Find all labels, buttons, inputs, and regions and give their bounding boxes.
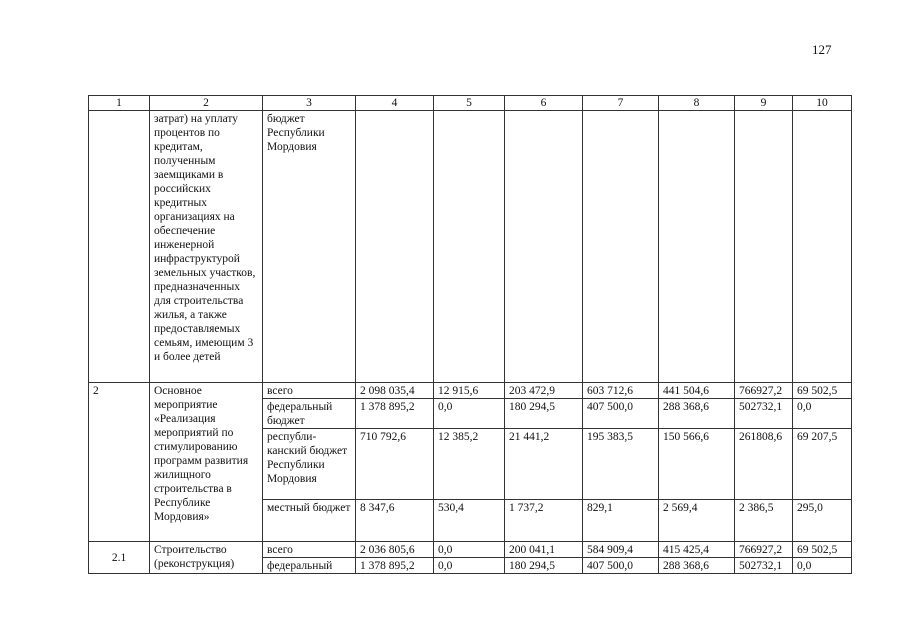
value-cell: 584 909,4 xyxy=(583,542,659,558)
value-cell: 2 036 805,6 xyxy=(356,542,434,558)
funding-source: республи-канский бюджет Республики Мордовия xyxy=(263,429,356,500)
value-cell: 407 500,0 xyxy=(583,558,659,574)
column-number-row xyxy=(89,96,852,111)
value-cell: 2 386,5 xyxy=(735,500,793,542)
funding-source: бюджет Республики Мордовия xyxy=(263,111,356,383)
funding-source: федеральный бюджет xyxy=(263,399,356,429)
value-cell: 0,0 xyxy=(434,542,505,558)
value-cell: 180 294,5 xyxy=(505,558,583,574)
value-cell: 1 378 895,2 xyxy=(356,558,434,574)
value-cell: 766927,2 xyxy=(735,383,793,399)
value-cell: 21 441,2 xyxy=(505,429,583,500)
funding-source: местный бюджет xyxy=(263,500,356,542)
col-header: 5 xyxy=(434,96,505,111)
value-cell: 407 500,0 xyxy=(583,399,659,429)
value-cell: 69 502,5 xyxy=(793,542,852,558)
value-cell: 8 347,6 xyxy=(356,500,434,542)
continued-row xyxy=(89,111,852,383)
table-row xyxy=(89,383,852,399)
value-cell: 203 472,9 xyxy=(505,383,583,399)
measure-name: Строительство (реконструкция) xyxy=(150,542,263,574)
value-cell: 2 098 035,4 xyxy=(356,383,434,399)
measure-name: затрат) на уплату процентов по кредитам, полученным заемщиками в российских кредитных организациях на обеспечение инженерной инфраструктурой земельных участков, предназначенных для строительства жилья, а также предоставляемых семьям, имеющим 3 и более детей xyxy=(150,111,263,383)
funding-source: всего xyxy=(263,383,356,399)
col-header: 1 xyxy=(89,96,150,111)
value-cell: 0,0 xyxy=(793,399,852,429)
funding-source: федеральный xyxy=(263,558,356,574)
value-cell: 1 737,2 xyxy=(505,500,583,542)
value-cell: 180 294,5 xyxy=(505,399,583,429)
value-cell: 710 792,6 xyxy=(356,429,434,500)
col-header: 9 xyxy=(735,96,793,111)
row-number: 2.1 xyxy=(89,542,150,574)
value-cell: 295,0 xyxy=(793,500,852,542)
row-number: 2 xyxy=(89,383,150,542)
funding-source: всего xyxy=(263,542,356,558)
value-cell: 502732,1 xyxy=(735,399,793,429)
value-cell: 1 378 895,2 xyxy=(356,399,434,429)
value-cell: 150 566,6 xyxy=(659,429,735,500)
col-header: 8 xyxy=(659,96,735,111)
value-cell: 766927,2 xyxy=(735,542,793,558)
page-number: 127 xyxy=(812,42,832,57)
value-cell: 603 712,6 xyxy=(583,383,659,399)
value-cell: 2 569,4 xyxy=(659,500,735,542)
col-header: 4 xyxy=(356,96,434,111)
value-cell: 415 425,4 xyxy=(659,542,735,558)
col-header: 7 xyxy=(583,96,659,111)
value-cell: 0,0 xyxy=(793,558,852,574)
value-cell: 441 504,6 xyxy=(659,383,735,399)
value-cell: 288 368,6 xyxy=(659,558,735,574)
col-header: 10 xyxy=(793,96,852,111)
value-cell: 200 041,1 xyxy=(505,542,583,558)
col-header: 3 xyxy=(263,96,356,111)
value-cell: 69 502,5 xyxy=(793,383,852,399)
value-cell: 288 368,6 xyxy=(659,399,735,429)
value-cell: 12 385,2 xyxy=(434,429,505,500)
measure-name: Основное мероприятие «Реализация мероприятий по стимулированию программ развития жилищного строительства в Республике Мордовия» xyxy=(150,383,263,542)
value-cell: 829,1 xyxy=(583,500,659,542)
value-cell: 0,0 xyxy=(434,558,505,574)
budget-table xyxy=(88,95,852,574)
value-cell: 530,4 xyxy=(434,500,505,542)
value-cell: 502732,1 xyxy=(735,558,793,574)
col-header: 2 xyxy=(150,96,263,111)
value-cell: 0,0 xyxy=(434,399,505,429)
col-header: 6 xyxy=(505,96,583,111)
value-cell: 69 207,5 xyxy=(793,429,852,500)
value-cell: 195 383,5 xyxy=(583,429,659,500)
value-cell: 12 915,6 xyxy=(434,383,505,399)
value-cell: 261808,6 xyxy=(735,429,793,500)
table-row xyxy=(89,542,852,558)
